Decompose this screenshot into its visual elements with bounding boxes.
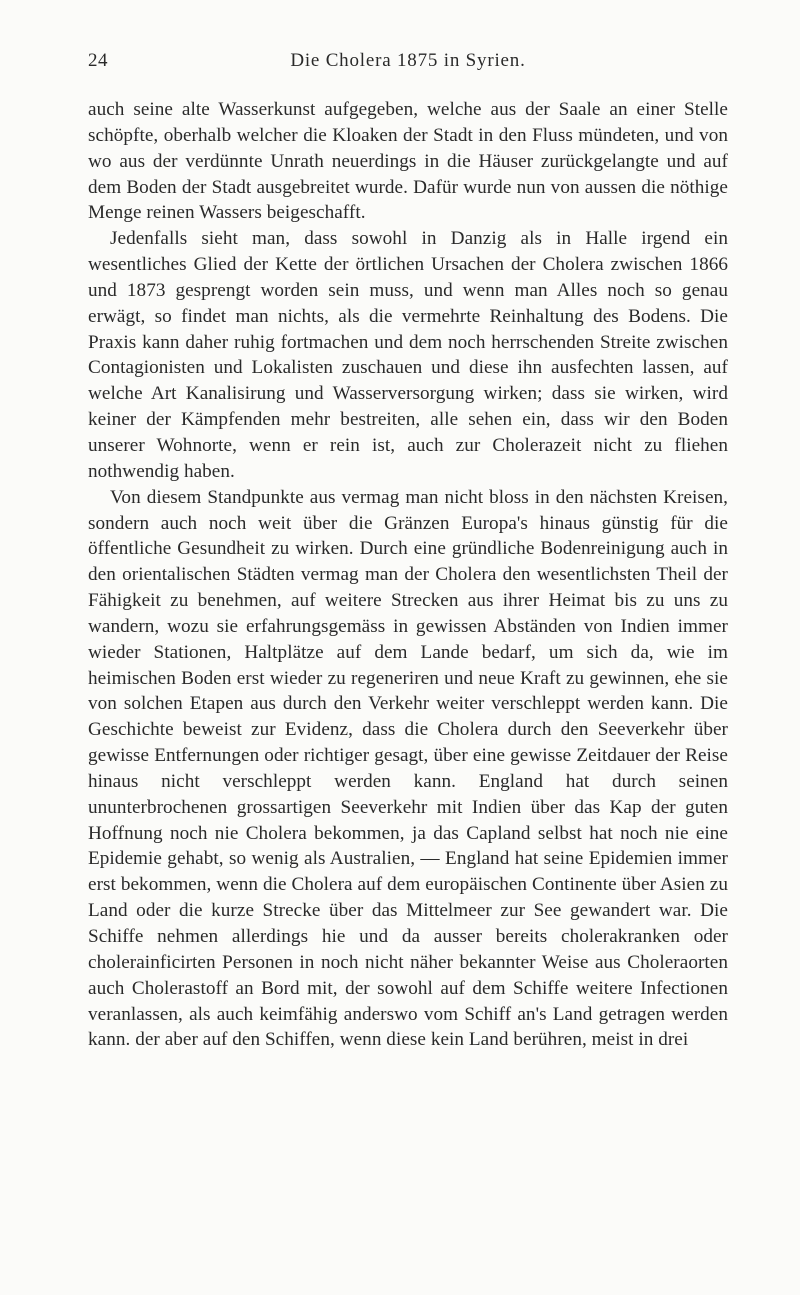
paragraph-3: Von diesem Standpunkte aus vermag man nicht bloss in den nächsten Kreisen, sondern auch noch weit über die Gränzen Europa's hinaus günstig für die öffentliche Gesundheit zu wirken. Durch eine gründliche Bodenreinigung auch in den orientalischen Städten vermag man der Cholera den wesentlichsten Theil der Fähigkeit zu benehmen, auf weitere Strecken aus ihrer Heimat bis zu uns zu wandern, wozu sie erfahrungsgemäss in gewissen Abständen von Indien immer wieder Stationen, Haltplätze auf dem Lande bedarf, um sich da, wie im heimischen Boden erst wieder zu regeneriren und neue Kraft zu gewinnen, ehe sie von solchen Etapen aus durch den Verkehr weiter verschleppt werden kann. Die Geschichte beweist zur Evidenz, dass die Cholera durch den Seeverkehr über gewisse Entfernungen oder richtiger gesagt, über eine gewisse Zeitdauer der Reise hinaus nicht verschleppt werden kann. England hat durch seinen ununterbrochenen grossartigen Seeverkehr mit Indien über das Kap der guten Hoffnung noch nie Cholera bekommen, ja das Capland selbst hat noch nie eine Epidemie gehabt, so wenig als Australien, — England hat seine Epidemien immer erst bekommen, wenn die Cholera auf dem europäischen Continente über Asien zu Land oder die kurze Strecke über das Mittelmeer zur See gewandert war. Die Schiffe nehmen allerdings hie und da ausser bereits cholerakranken oder cholerainficirten Personen in noch nicht näher bekannter Weise aus Choleraorten auch Cholerastoff an Bord mit, der sowohl auf dem Schiffe weitere Infectionen veranlassen, als auch keimfähig anderswo vom Schiff an's Land getragen werden kann. der aber auf den Schiffen, wenn diese kein Land berühren, meist in drei xyxy=(88,486,728,1051)
running-head-title: Die Cholera 1875 in Syrien. xyxy=(290,50,526,71)
paragraph-2: Jedenfalls sieht man, dass sowohl in Danzig als in Halle irgend ein wesentliches Glied der Kette der örtlichen Ursachen der Cholera zwischen 1866 und 1873 gesprengt worden sein muss, und wenn man Alles noch so genau erwägt, so findet man nichts, als die vermehrte Reinhaltung des Bodens. Die Praxis kann daher ruhig fortmachen und dem noch herrschenden Streite zwischen Contagionisten und Lokalisten zuschauen und diese ihn ausfechten lassen, auf welche Art Kanalisirung und Wasserversorgung wirken; dass sie wirken, wird keiner der Kämpfenden mehr bestreiten, alle sehen ein, dass wir den Boden unserer Wohnorte, wenn er rein ist, auch zur Cholerazeit nicht zu fliehen nothwendig haben. xyxy=(88,228,728,482)
page-number: 24 xyxy=(88,50,108,71)
running-head xyxy=(88,50,728,76)
body-text xyxy=(88,97,728,1053)
paragraph-1: auch seine alte Wasserkunst aufgegeben, welche aus der Saale an einer Stelle schöpfte, oberhalb welcher die Kloaken der Stadt in den Fluss mündeten, und von wo aus der verdünnte Unrath neuerdings in die Häuser zurückgelangte und auf dem Boden der Stadt ausgebreitet wurde. Dafür wurde nun von aussen die nöthige Menge reinen Wassers beigeschafft. xyxy=(88,99,728,224)
